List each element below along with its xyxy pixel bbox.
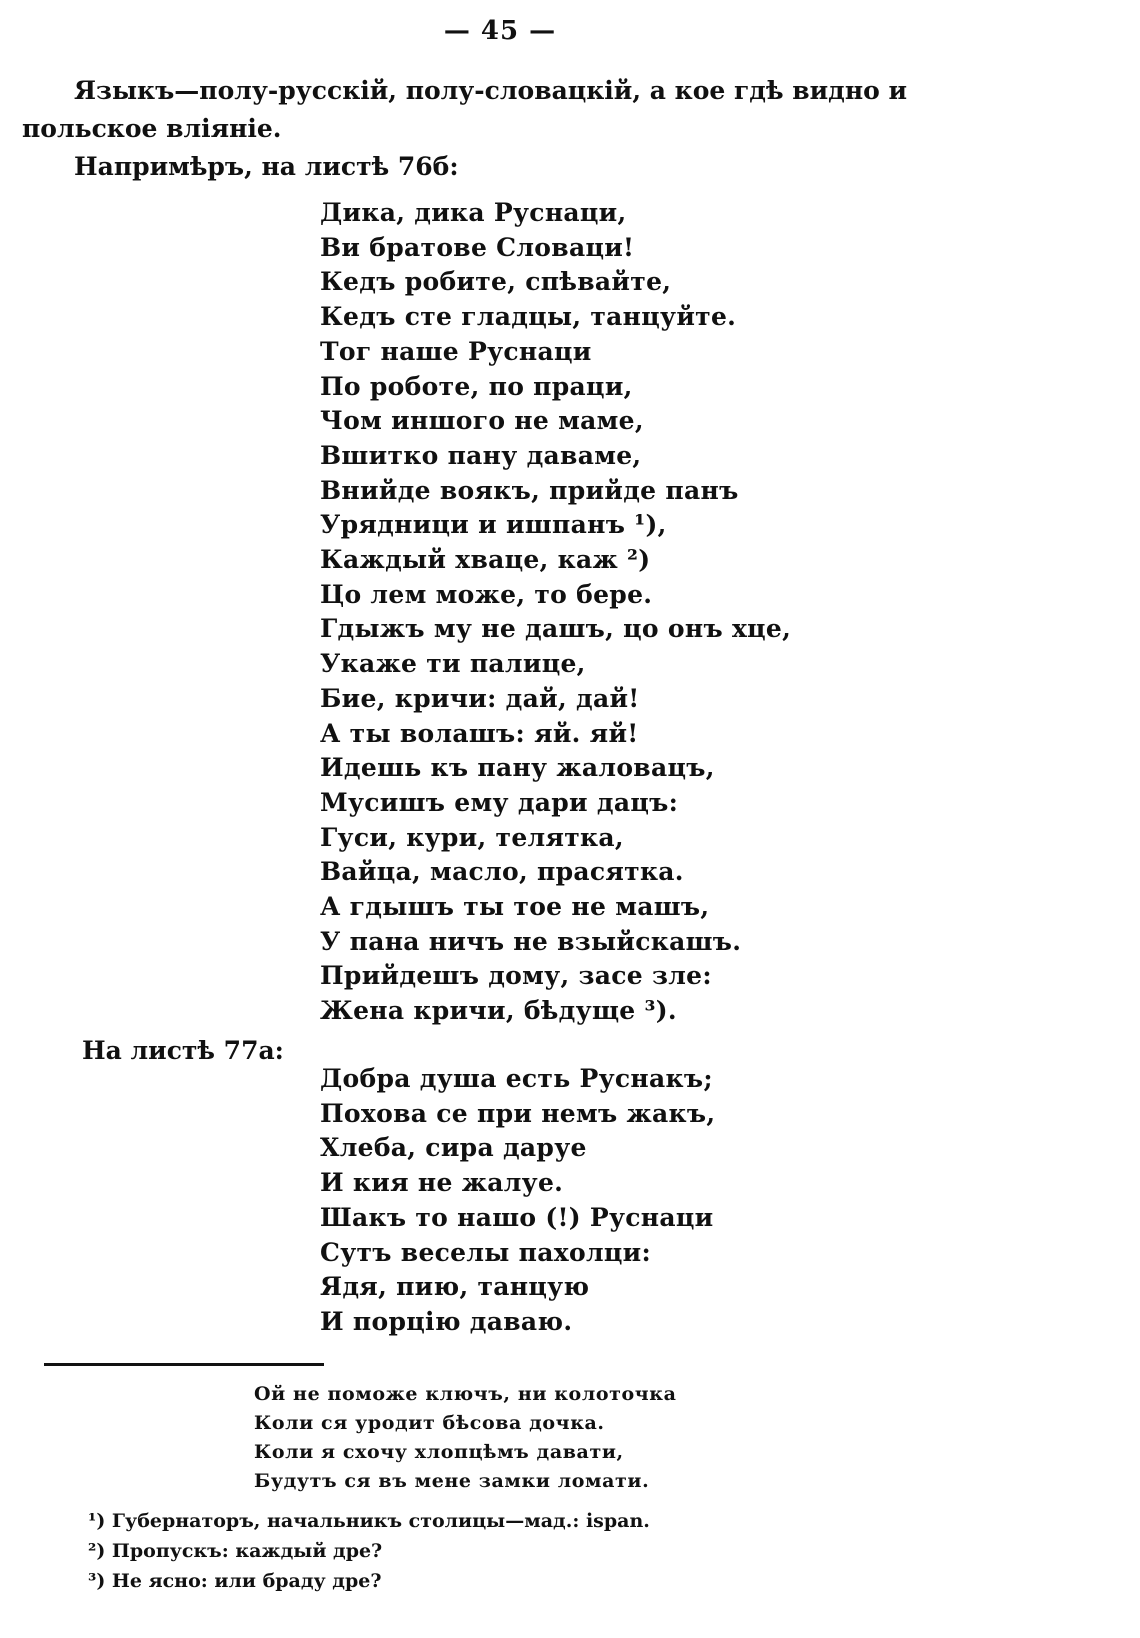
page-number: — 45 — xyxy=(443,16,557,46)
verse-line: Цо лем може, то бере. xyxy=(320,579,653,609)
verse-line: Ви братове Словаци! xyxy=(320,232,635,262)
footnote: ²) Пропускъ: каждый дре? xyxy=(88,1540,383,1562)
footnote-verse-line: Будутъ ся въ мене замки ломати. xyxy=(254,1470,650,1492)
example-label: Напримѣръ, на листѣ 76б: xyxy=(74,152,459,181)
verse-line: Вшитко пану даваме, xyxy=(320,440,642,470)
verse-line: И порцію даваю. xyxy=(320,1306,573,1336)
verse-line: Дика, дика Руснаци, xyxy=(320,198,627,227)
intro-paragraph: Языкъ—полу-русскій, полу-словацкій, а кое гдѣ видно и польское вліяніе. xyxy=(22,76,908,143)
verse-line: У пана ничъ не взыйскашъ. xyxy=(320,926,742,956)
verse-block-77a xyxy=(320,1062,715,1340)
verse-line: Идешь къ пану жаловацъ, xyxy=(320,753,715,783)
verse-line: Похова се при немъ жакъ, xyxy=(320,1098,716,1128)
verse-line: Чом иншого не маме, xyxy=(320,406,644,436)
verse-line: Прийдешъ дому, засе зле: xyxy=(320,961,712,991)
verse-line: Вайца, масло, прасятка. xyxy=(320,857,684,887)
verse-line: Жена кричи, бѣдуще ³). xyxy=(320,996,677,1026)
footnote-verse-line: Коли я схочу хлопцѣмъ давати, xyxy=(254,1441,624,1463)
footnote-verse-block xyxy=(254,1380,677,1496)
verse-line: Кедъ сте гладцы, танцуйте. xyxy=(320,302,737,332)
verse-line: Бие, кричи: дай, дай! xyxy=(320,683,640,713)
footnote-verse-line: Ой не поможе ключъ, ни колоточка xyxy=(254,1383,677,1405)
footnote: ³) Не ясно: или браду дре? xyxy=(88,1570,382,1592)
verse-line: Мусишъ ему дари дацъ: xyxy=(320,787,679,817)
footnote-divider xyxy=(44,1363,324,1366)
verse-line: Кедъ робите, спѣвайте, xyxy=(320,267,672,297)
verse-line: А ты волашъ: яй. яй! xyxy=(320,718,639,748)
footnotes-list xyxy=(88,1506,650,1596)
verse-line: Гуси, кури, телятка, xyxy=(320,822,624,852)
verse-line: Укаже ти палице, xyxy=(320,649,586,679)
verse-line: Тог наше Руснаци xyxy=(320,336,592,366)
second-example-label: На листѣ 77а: xyxy=(82,1036,284,1065)
verse-line: Хлеба, сира даруе xyxy=(320,1133,587,1163)
verse-line: Шакъ то нашо (!) Руснаци xyxy=(320,1202,714,1232)
verse-line: Ядя, пию, танцую xyxy=(320,1272,590,1302)
verse-line: А гдышъ ты тое не машъ, xyxy=(320,892,710,922)
verse-line: И кия не жалуе. xyxy=(320,1168,564,1198)
verse-line: Урядници и ишпанъ ¹), xyxy=(320,510,667,540)
verse-line: Гдыжъ му не дашъ, цо онъ хце, xyxy=(320,614,792,644)
verse-block-76b xyxy=(320,196,791,1029)
footnote: ¹) Губернаторъ, начальникъ столицы—мад.: ispan. xyxy=(88,1510,650,1532)
verse-line: Добра душа есть Руснакъ; xyxy=(320,1064,713,1093)
footnote-verse-line: Коли ся уродит бѣсова дочка. xyxy=(254,1412,605,1434)
verse-line: Внийде воякъ, прийде панъ xyxy=(320,475,739,505)
verse-line: Каждый хваце, каж ²) xyxy=(320,545,651,575)
verse-line: По роботе, по праци, xyxy=(320,371,633,401)
verse-line: Сутъ веселы пахолци: xyxy=(320,1237,652,1267)
